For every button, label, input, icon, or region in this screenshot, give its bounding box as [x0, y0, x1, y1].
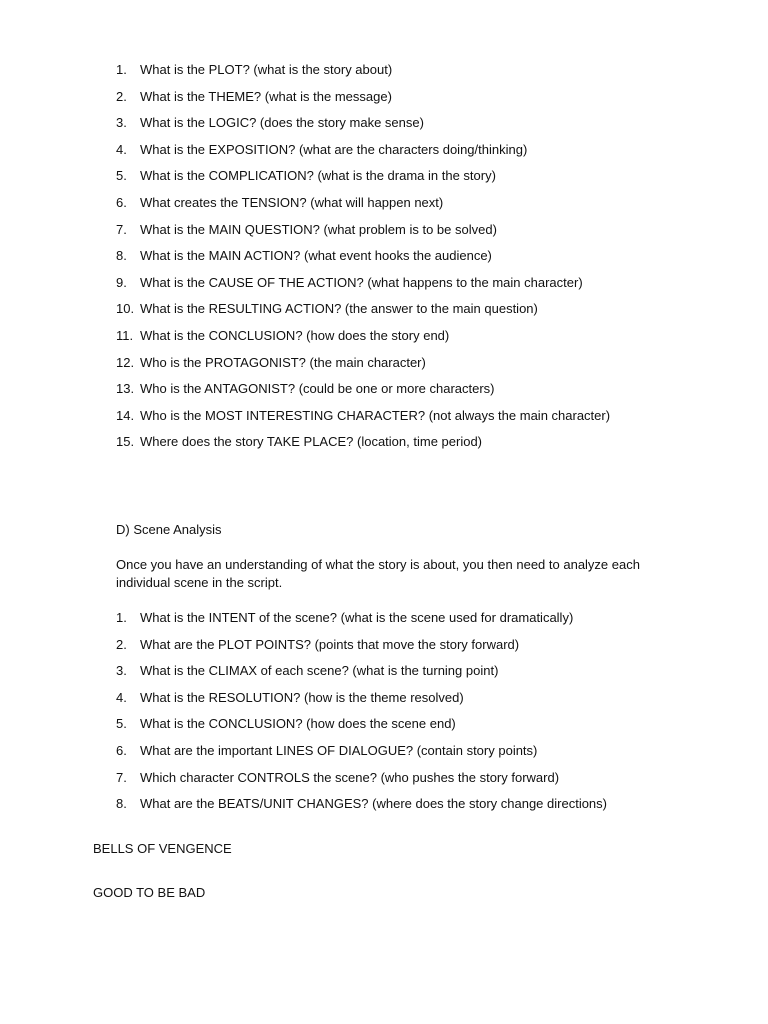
list-number: 6.: [116, 742, 127, 758]
list-item: [116, 88, 610, 115]
list-item: [116, 114, 610, 141]
list-item: [116, 380, 610, 407]
list-item: [116, 274, 610, 301]
list-item: [116, 715, 607, 742]
list-number: 1.: [116, 610, 127, 625]
list-number: 4.: [116, 141, 127, 157]
list-text: What is the MAIN ACTION? (what event hooks the audience): [140, 248, 492, 264]
list-item: [116, 689, 607, 716]
list-text: What are the PLOT POINTS? (points that move the story forward): [140, 636, 520, 652]
list-number: 2.: [116, 88, 127, 104]
list-item: [116, 407, 610, 434]
list-text: Who is the PROTAGONIST? (the main character): [140, 354, 426, 370]
list-number: 7.: [116, 769, 127, 785]
section-intro: Once you have an understanding of what the story is about, you then need to analyze each individual scene in the script.: [116, 557, 640, 590]
list-text: What are the BEATS/UNIT CHANGES? (where does the story change directions): [140, 796, 607, 812]
list-number: 8.: [116, 796, 127, 812]
list-item: [116, 769, 607, 796]
list-number: 3.: [116, 663, 127, 679]
scene-questions-list: [116, 609, 607, 822]
list-text: What is the RESULTING ACTION? (the answer to the main question): [140, 301, 538, 317]
list-text: What is the PLOT? (what is the story about): [140, 62, 393, 77]
list-item: [116, 300, 610, 327]
list-item: [116, 247, 610, 274]
list-number: 6.: [116, 194, 127, 210]
list-number: 12.: [116, 354, 135, 370]
list-text: What is the THEME? (what is the message): [140, 88, 392, 104]
list-text: What is the CLIMAX of each scene? (what is the turning point): [140, 663, 499, 679]
list-text: What is the MAIN QUESTION? (what problem is to be solved): [140, 221, 497, 237]
list-item: [116, 221, 610, 248]
list-text: What is the RESOLUTION? (how is the theme resolved): [140, 689, 464, 705]
list-number: 7.: [116, 221, 127, 237]
list-number: 4.: [116, 689, 127, 705]
list-text: Who is the ANTAGONIST? (could be one or more characters): [140, 381, 495, 397]
list-number: 5.: [116, 168, 127, 184]
list-number: 1.: [116, 62, 127, 77]
list-text: Where does the story TAKE PLACE? (location, time period): [140, 434, 483, 450]
list-text: What are the important LINES OF DIALOGUE? (contain story points): [140, 742, 538, 758]
list-number: 5.: [116, 716, 127, 732]
list-text: Who is the MOST INTERESTING CHARACTER? (not always the main character): [140, 407, 611, 423]
list-item: [116, 636, 607, 663]
script-title-good-to-be-bad: GOOD TO BE BAD: [93, 885, 206, 900]
list-item: [116, 354, 610, 381]
story-questions-list: [116, 61, 610, 460]
list-number: 8.: [116, 248, 127, 264]
list-number: 11.: [116, 327, 134, 343]
list-number: 2.: [116, 636, 127, 652]
list-number: 13.: [116, 381, 135, 397]
list-text: What is the EXPOSITION? (what are the characters doing/thinking): [140, 141, 528, 157]
list-item: [116, 167, 610, 194]
list-item: [116, 61, 610, 88]
list-text: What is the CAUSE OF THE ACTION? (what happens to the main character): [140, 274, 583, 290]
list-item: [116, 795, 607, 822]
list-text: What is the CONCLUSION? (how does the scene end): [140, 716, 456, 732]
list-text: What creates the TENSION? (what will happen next): [140, 194, 444, 210]
list-number: 10.: [116, 301, 135, 317]
list-text: What is the COMPLICATION? (what is the drama in the story): [140, 168, 496, 184]
list-number: 9.: [116, 274, 127, 290]
script-title-bells-of-vengence: BELLS OF VENGENCE: [93, 841, 232, 856]
list-text: Which character CONTROLS the scene? (who pushes the story forward): [140, 769, 560, 785]
list-item: [116, 141, 610, 168]
list-number: 15.: [116, 434, 135, 450]
list-text: What is the CONCLUSION? (how does the story end): [140, 327, 450, 343]
list-item: [116, 433, 610, 460]
list-number: 3.: [116, 115, 127, 131]
list-text: What is the INTENT of the scene? (what is the scene used for dramatically): [140, 610, 574, 625]
list-text: What is the LOGIC? (does the story make sense): [140, 115, 424, 131]
list-item: [116, 194, 610, 221]
list-item: [116, 662, 607, 689]
section-heading: D) Scene Analysis: [116, 522, 222, 537]
list-item: [116, 609, 607, 636]
list-number: 14.: [116, 407, 135, 423]
list-item: [116, 327, 610, 354]
list-item: [116, 742, 607, 769]
